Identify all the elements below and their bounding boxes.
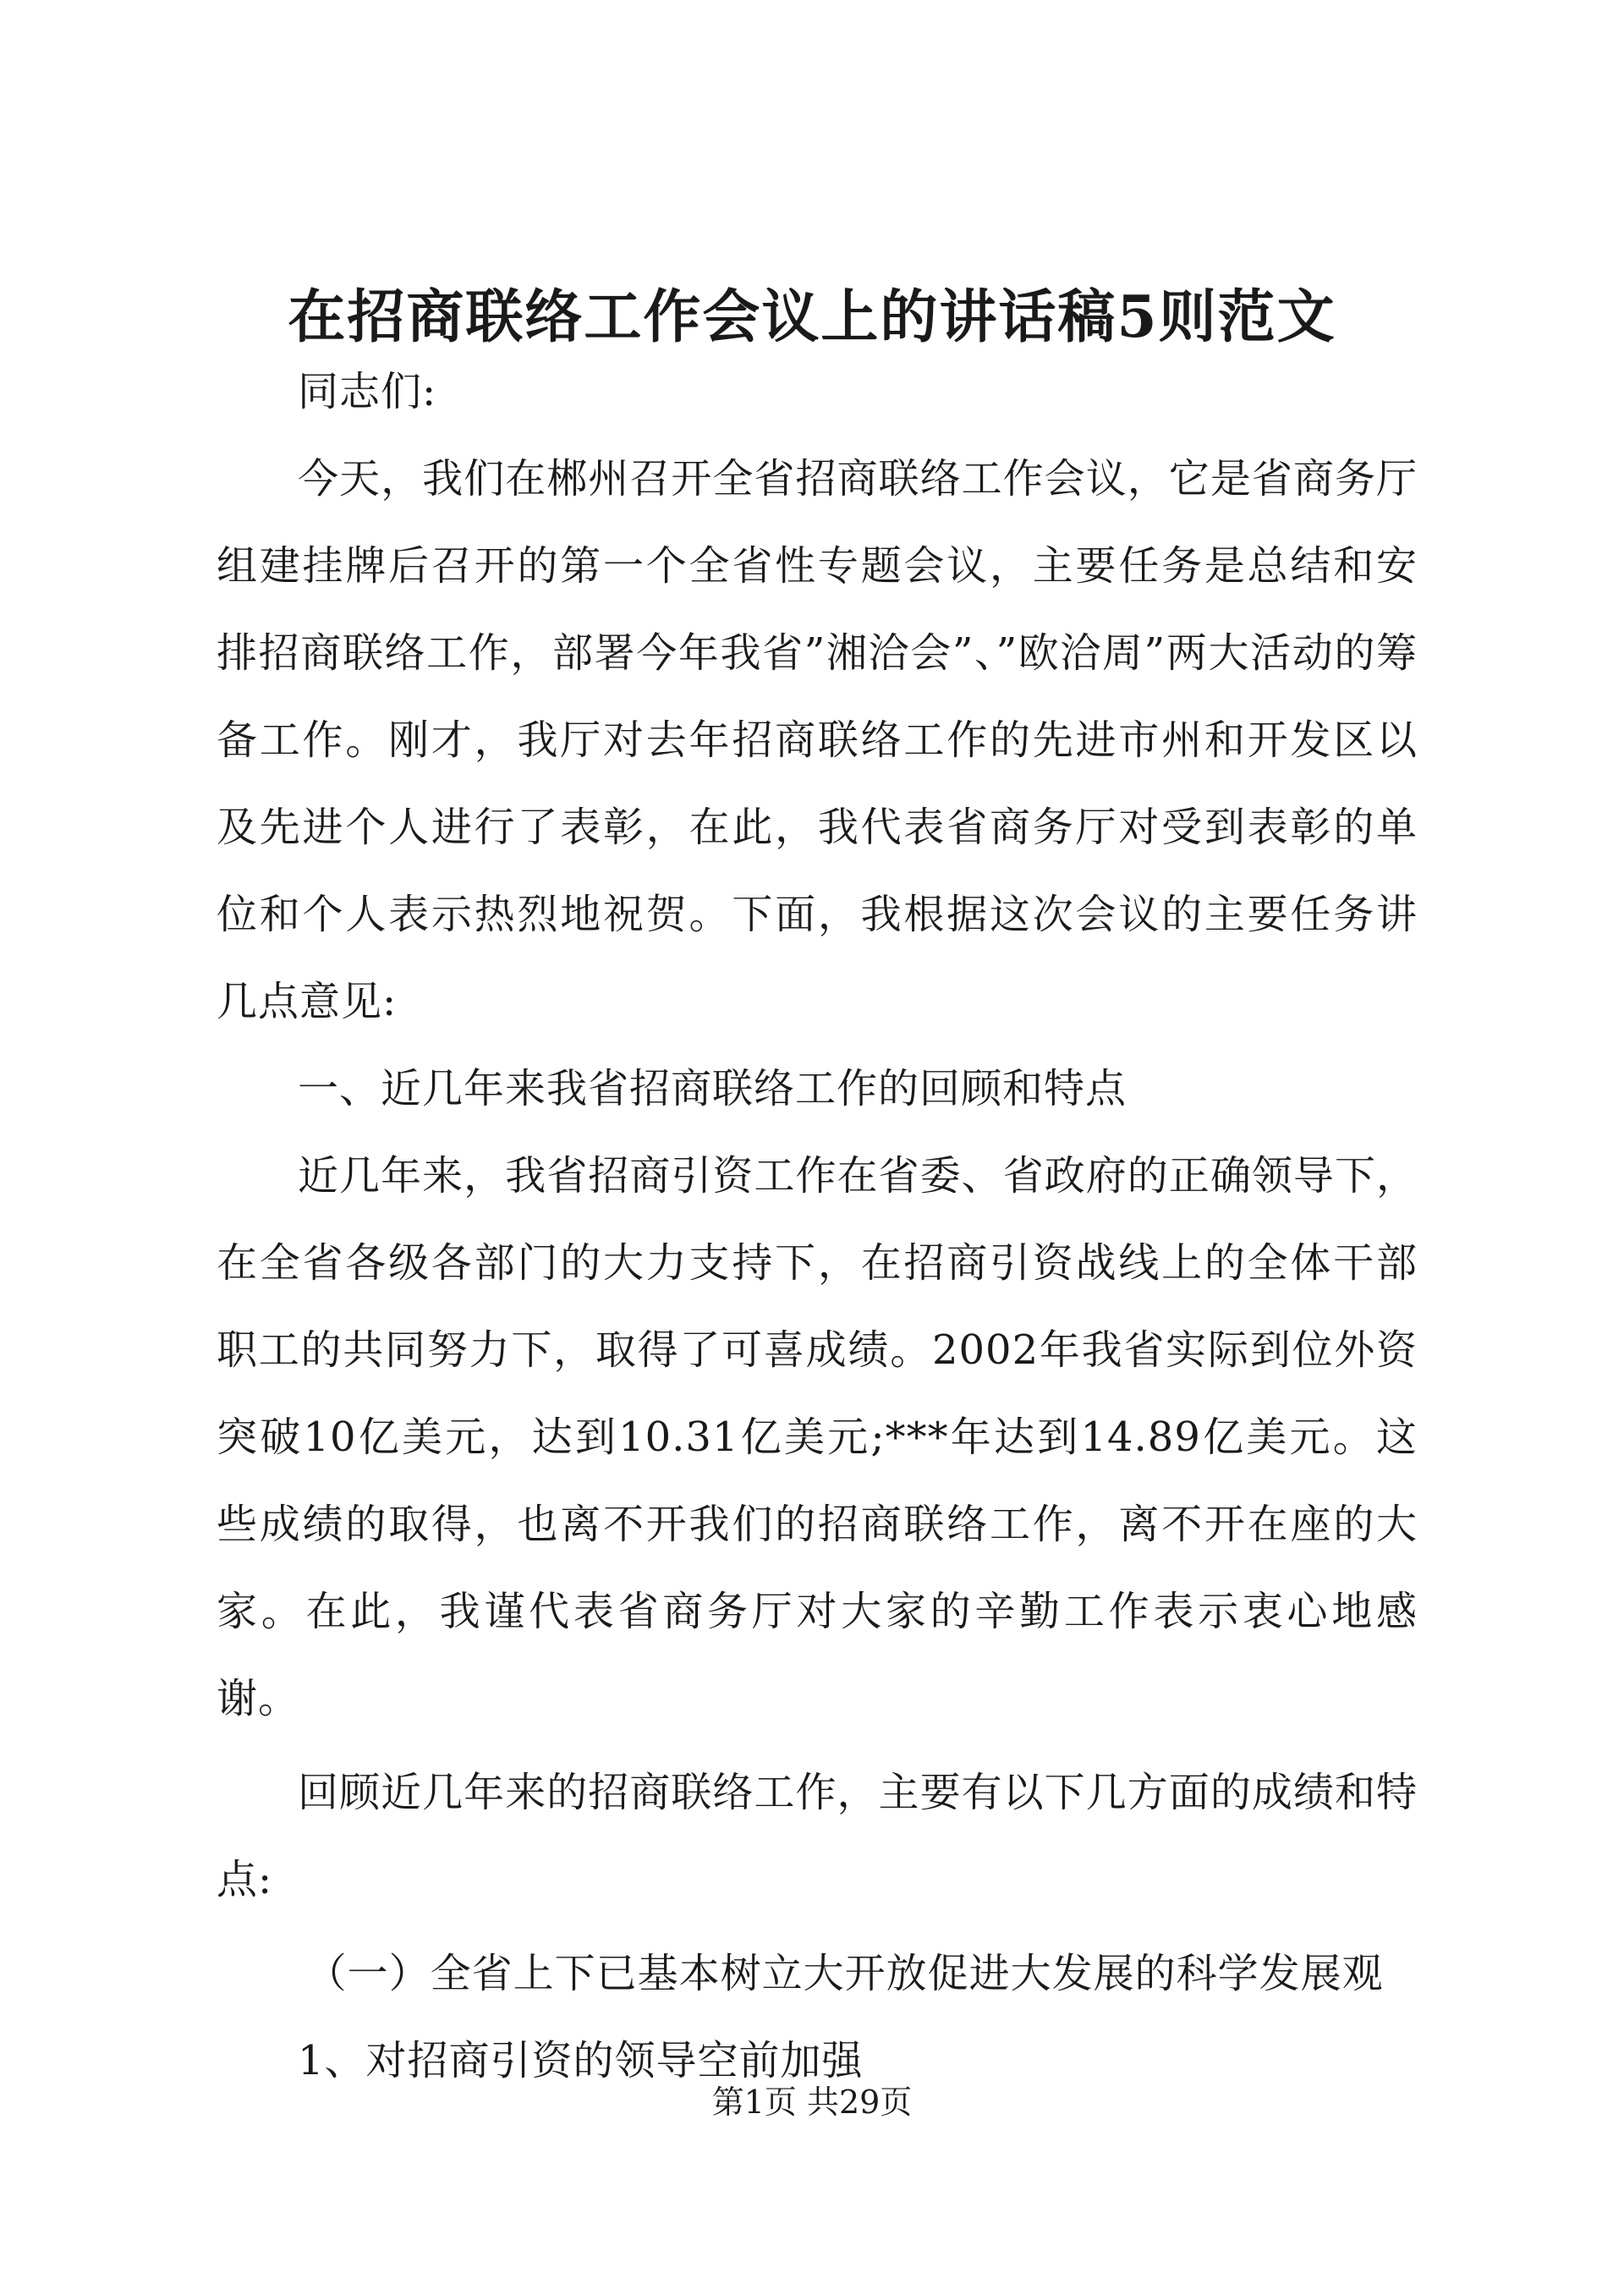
list-item-heading: 1、对招商引资的领导空前加强 [298,2037,864,2084]
section-heading: 一、近几年来我省招商联络工作的回顾和特点 [298,1065,1127,1112]
review-paragraph: 近几年来，我省招商引资工作在省委、省政府的正确领导下，在全省各级各部门的大力支持下，在招商引资战线上的全体干部职工的共同努力下，取得了可喜成绩。2002年我省实际到位外资突破10亿美元，达到10.31亿美元;***年达到14.89亿美元。这些成绩的取得，也离不开我们的招商联络工作，离不开在座的大家。在此，我谨代表省商务厅对大家的辛勤工作表示衷心地感谢。 [217,1152,1418,1722]
document-body [217,349,1418,2105]
subsection-heading: （一）全省上下已基本树立大开放促进大发展的科学发展观 [305,1950,1384,1997]
opening-paragraph: 今天，我们在郴州召开全省招商联络工作会议，它是省商务厅组建挂牌后召开的第一个全省性专题会议，主要任务是总结和安排招商联络工作，部署今年我省”湘洽会”、”欧洽周”两大活动的筹备工作。刚才，我厅对去年招商联络工作的先进市州和开发区以及先进个人进行了表彰，在此，我代表省商务厅对受到表彰的单位和个人表示热烈地祝贺。下面，我根据这次会议的主要任务讲几点意见: [217,455,1418,1025]
summary-paragraph: 回顾近几年来的招商联络工作，主要有以下几方面的成绩和特点: [217,1769,1418,1903]
salutation-paragraph: 同志们: [298,368,437,415]
document-title: 在招商联络工作会议上的讲话稿5则范文 [288,283,1336,351]
page-number-footer: 第1页 共29页 [711,2084,913,2121]
